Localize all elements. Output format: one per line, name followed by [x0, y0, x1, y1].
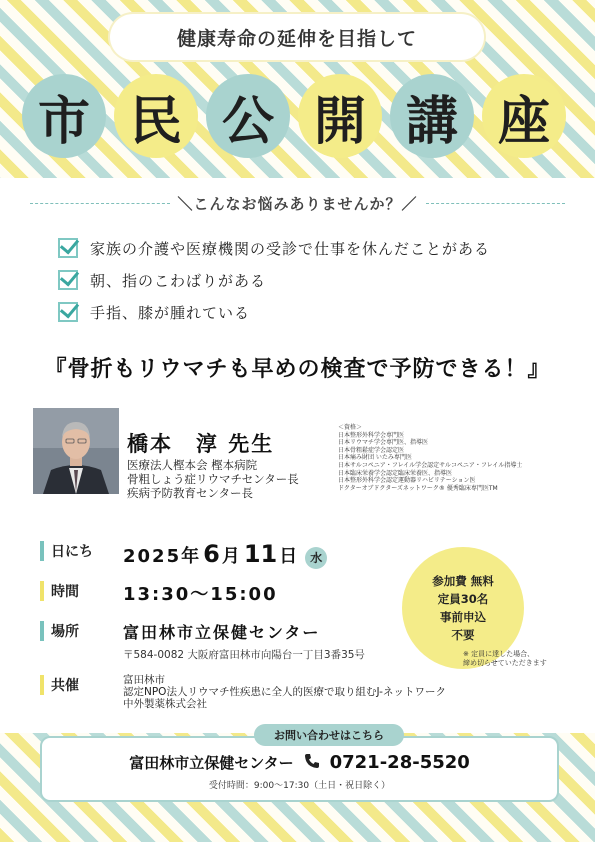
speaker-photo	[33, 408, 119, 494]
worry-text: 家族の介護や医療機関の受診で仕事を休んだことがある	[90, 239, 491, 258]
contact-name: 富田林市立保健センター	[129, 754, 294, 772]
date-row	[40, 540, 327, 569]
worry-text: 手指、膝が腫れている	[90, 303, 251, 322]
date-day-unit: 日	[279, 546, 300, 567]
sponsor: 富田林市	[123, 674, 165, 686]
contact-hours: 受付時間：9:00～17:30（土日・祝日除く）	[208, 781, 391, 791]
place-block	[123, 620, 365, 662]
speaker-roles	[127, 458, 299, 500]
time-label: 時間	[40, 580, 103, 602]
title-char: 講	[390, 74, 474, 158]
phone-icon	[304, 753, 320, 773]
sponsor: 認定NPO法人リウマチ性疾患に全人的医療で取り組むJ-ネットワーク	[123, 686, 446, 698]
event-time: 13:30～15:00	[123, 584, 278, 605]
note-line: 締め切らせていただきます	[463, 659, 547, 667]
qualification: 日本骨粗鬆症学会認定医	[338, 446, 405, 454]
sponsor-list	[123, 674, 483, 710]
title-char: 市	[22, 74, 106, 158]
note-line: ※ 定員に達した場合、	[463, 650, 535, 658]
event-date	[123, 540, 327, 569]
date-year: 2025年	[123, 546, 202, 567]
fee-line: 参加費 無料	[432, 574, 494, 588]
fee-line: 不要	[451, 628, 475, 642]
sponsor-row	[40, 674, 483, 710]
qualification: 日本リウマチ学会専門医、指導医	[338, 439, 429, 447]
date-day: 11	[243, 540, 278, 568]
title-char: 座	[482, 74, 566, 158]
speaker-role: 骨粗しょう症リウマチセンター長	[127, 472, 299, 486]
checkmark-icon	[58, 270, 78, 290]
fee-line: 定員30名	[437, 592, 489, 606]
place-row	[40, 620, 365, 662]
worries-heading	[30, 190, 565, 216]
qualification: 日本整形外科学会認定運動器リハビリテーション医	[338, 477, 476, 485]
fee-line: 事前申込	[440, 610, 486, 624]
subtitle: 健康寿命の延伸を目指して	[176, 27, 417, 50]
sponsor: 中外製薬株式会社	[123, 698, 207, 710]
speaker-role: 疾病予防教育センター長	[127, 486, 254, 500]
sponsor-label: 共催	[40, 674, 103, 696]
worries-title: ＼こんなお悩みありませんか？／	[177, 194, 418, 213]
contact-phone[interactable]: 0721-28-5520	[329, 752, 470, 773]
qualification: ＜資格＞	[338, 424, 363, 431]
qualification: 日本臨床栄養学会認定臨床栄養医、指導医	[338, 469, 453, 477]
title-char: 開	[298, 74, 382, 158]
event-address: 〒584-0082 大阪府富田林市向陽台一丁目3番35号	[123, 649, 365, 661]
date-month-unit: 月	[221, 546, 242, 567]
time-row	[40, 580, 278, 606]
list-item	[58, 232, 558, 264]
contact-box	[40, 729, 559, 802]
date-label: 日にち	[40, 540, 103, 562]
capacity-note	[463, 650, 547, 668]
qualification: ドクターオブドクターズネットワーク® 優秀臨床専門医TM	[338, 484, 498, 492]
contact-main	[42, 752, 557, 773]
qualification: 日本痛み財団 いたみ専門医	[338, 454, 412, 462]
title-char: 公	[206, 74, 290, 158]
divider	[30, 203, 170, 204]
place-label: 場所	[40, 620, 103, 642]
subtitle-pill	[110, 14, 484, 60]
title-char: 民	[114, 74, 198, 158]
worries-list	[58, 232, 558, 328]
catchphrase: 『骨折もリウマチも早めの検査で予防できる！』	[44, 357, 551, 382]
speaker-role: 医療法人樫本会 樫本病院	[127, 458, 258, 472]
qualification: 日本サルコペニア・フレイル学会認定サルコペニア・フレイル指導士	[338, 461, 523, 469]
speaker-name: 橋本 淳 先生	[127, 432, 275, 456]
speaker-qualifications	[338, 424, 588, 492]
checkmark-icon	[58, 238, 78, 258]
event-place: 富田林市立保健センター	[123, 623, 321, 642]
date-dow-badge: 水	[305, 547, 327, 569]
divider	[426, 203, 566, 204]
list-item	[58, 264, 558, 296]
qualification: 日本整形外科学会専門医	[338, 431, 405, 439]
date-month: 6	[203, 540, 220, 568]
checkmark-icon	[58, 302, 78, 322]
worry-text: 朝、指のこわばりがある	[90, 271, 267, 290]
list-item	[58, 296, 558, 328]
title	[22, 74, 574, 162]
contact-tab: お問い合わせはこちら	[254, 724, 404, 746]
